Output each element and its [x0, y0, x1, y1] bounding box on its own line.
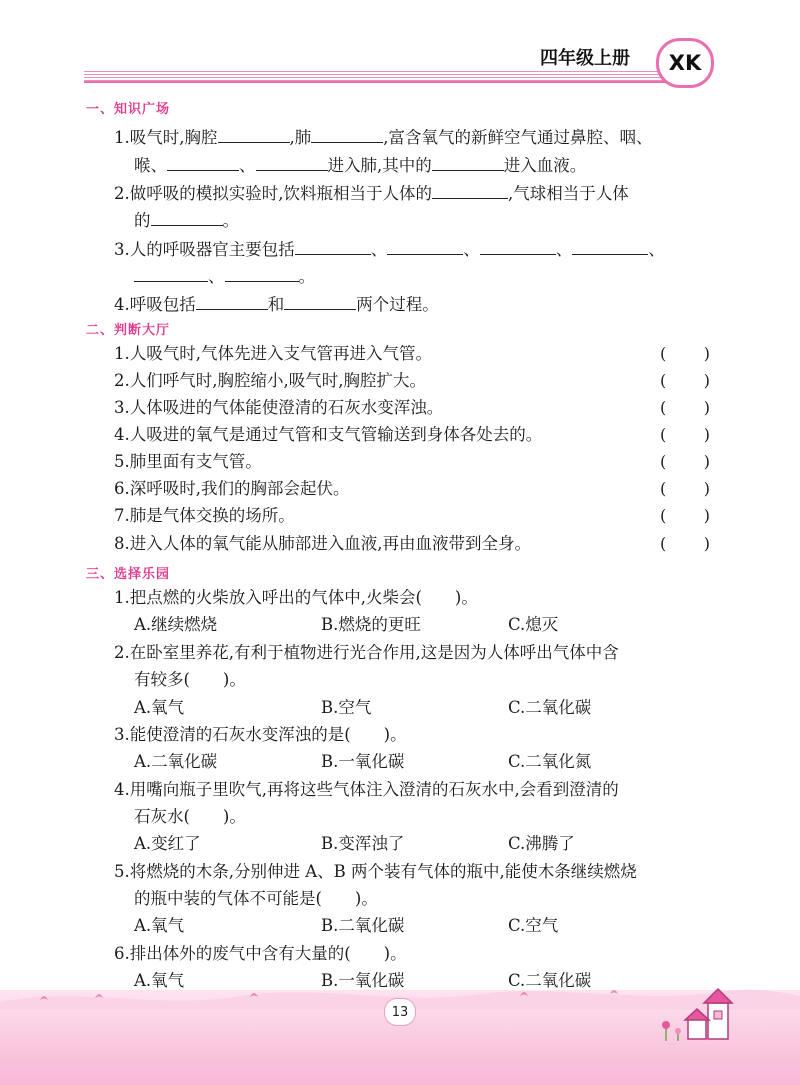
choice-option[interactable]: C.二氧化碳: [508, 698, 592, 717]
choice-option[interactable]: B.变浑浊了: [321, 834, 405, 853]
answer-blank[interactable]: [387, 236, 463, 255]
choice-option[interactable]: B.一氧化碳: [321, 752, 405, 771]
choice-option[interactable]: A.氧气: [134, 971, 185, 990]
judge-question: 7.肺是气体交换的场所。: [114, 506, 295, 525]
choice-option[interactable]: A.变红了: [134, 834, 201, 853]
judge-question: 4.人吸进的氧气是通过气管和支气管输送到身体各处去的。: [114, 425, 543, 444]
answer-parentheses[interactable]: ( ): [660, 425, 710, 444]
judge-question: 3.人体吸进的气体能使澄清的石灰水变浑浊。: [114, 398, 444, 417]
answer-blank[interactable]: [167, 152, 239, 171]
judge-question: 6.深呼吸时,我们的胸部会起伏。: [114, 479, 350, 498]
section-title-choice: 三、选择乐园: [86, 567, 171, 582]
choice-option[interactable]: B.燃烧的更旺: [321, 615, 421, 634]
choice-option[interactable]: C.沸腾了: [508, 834, 575, 853]
answer-blank[interactable]: [311, 124, 383, 143]
answer-parentheses[interactable]: ( ): [660, 479, 710, 498]
answer-parentheses[interactable]: ( ): [660, 506, 710, 525]
answer-blank[interactable]: [218, 124, 290, 143]
choice-option[interactable]: C.熄灭: [508, 615, 559, 634]
choice-option[interactable]: C.二氧化碳: [508, 971, 592, 990]
question-fill-4: 4.呼吸包括 和 两个过程。: [114, 291, 439, 316]
choice-question: 3.能使澄清的石灰水变浑浊的是( )。: [114, 725, 407, 744]
question-fill-2-line2: 的 。: [134, 207, 239, 232]
answer-blank[interactable]: [432, 180, 508, 199]
choice-question: 2.在卧室里养花,有利于植物进行光合作用,这是因为人体呼出气体中含: [114, 643, 619, 662]
choice-question: 5.将燃烧的木条,分别伸进 A、B 两个装有气体的瓶中,能使木条继续燃烧: [114, 862, 637, 881]
choice-question: 1.把点燃的火柴放入呼出的气体中,火柴会( )。: [114, 588, 478, 607]
house-tower-icon: [650, 985, 740, 1045]
grade-label: 四年级上册: [540, 48, 630, 69]
answer-blank[interactable]: [196, 291, 268, 310]
answer-blank[interactable]: [432, 152, 504, 171]
choice-option[interactable]: B.二氧化碳: [321, 916, 405, 935]
answer-blank[interactable]: [151, 207, 223, 226]
choice-option[interactable]: A.氧气: [134, 698, 185, 717]
answer-blank[interactable]: [225, 263, 299, 282]
answer-parentheses[interactable]: ( ): [660, 344, 710, 363]
choice-question: 6.排出体外的废气中含有大量的( )。: [114, 944, 407, 963]
answer-blank[interactable]: [295, 236, 371, 255]
question-fill-3-line2: 、 。: [134, 263, 315, 288]
section-title-knowledge: 一、知识广场: [86, 102, 171, 117]
choice-option[interactable]: A.二氧化碳: [134, 752, 218, 771]
choice-option[interactable]: C.二氧化氮: [508, 752, 592, 771]
answer-parentheses[interactable]: ( ): [660, 452, 710, 471]
answer-blank[interactable]: [256, 152, 328, 171]
answer-parentheses[interactable]: ( ): [660, 371, 710, 390]
choice-option[interactable]: B.一氧化碳: [321, 971, 405, 990]
question-fill-2-line1: 2.做呼吸的模拟实验时,饮料瓶相当于人体的 ,气球相当于人体: [114, 180, 629, 205]
judge-question: 1.人吸气时,气体先进入支气管再进入气管。: [114, 344, 432, 363]
header-stripe: [84, 70, 684, 83]
choice-option[interactable]: A.氧气: [134, 916, 185, 935]
publisher-badge: XK: [656, 38, 714, 88]
answer-parentheses[interactable]: ( ): [660, 398, 710, 417]
choice-question-cont: 的瓶中装的气体不可能是( )。: [134, 889, 378, 908]
choice-question-cont: 有较多( )。: [134, 670, 246, 689]
question-fill-1-line2: 喉、 、 进入肺,其中的 进入血液。: [134, 152, 586, 177]
answer-blank[interactable]: [572, 236, 648, 255]
section-title-judge: 二、判断大厅: [86, 323, 171, 338]
question-fill-1-line1: 1.吸气时,胸腔 ,肺 ,富含氧气的新鲜空气通过鼻腔、咽、: [114, 124, 653, 149]
judge-question: 8.进入人体的氧气能从肺部进入血液,再由血液带到全身。: [114, 534, 531, 553]
answer-blank[interactable]: [480, 236, 556, 255]
choice-question-cont: 石灰水( )。: [134, 807, 246, 826]
answer-blank[interactable]: [134, 263, 208, 282]
page-number: 13: [384, 998, 416, 1026]
choice-option[interactable]: A.继续燃烧: [134, 615, 218, 634]
answer-blank[interactable]: [284, 291, 356, 310]
choice-question: 4.用嘴向瓶子里吹气,再将这些气体注入澄清的石灰水中,会看到澄清的: [114, 780, 619, 799]
choice-option[interactable]: C.空气: [508, 916, 559, 935]
judge-question: 5.肺里面有支气管。: [114, 452, 262, 471]
answer-parentheses[interactable]: ( ): [660, 534, 710, 553]
judge-question: 2.人们呼气时,胸腔缩小,吸气时,胸腔扩大。: [114, 371, 426, 390]
question-fill-3-line1: 3.人的呼吸器官主要包括 、 、 、 、: [114, 236, 665, 261]
choice-option[interactable]: B.空气: [321, 698, 372, 717]
